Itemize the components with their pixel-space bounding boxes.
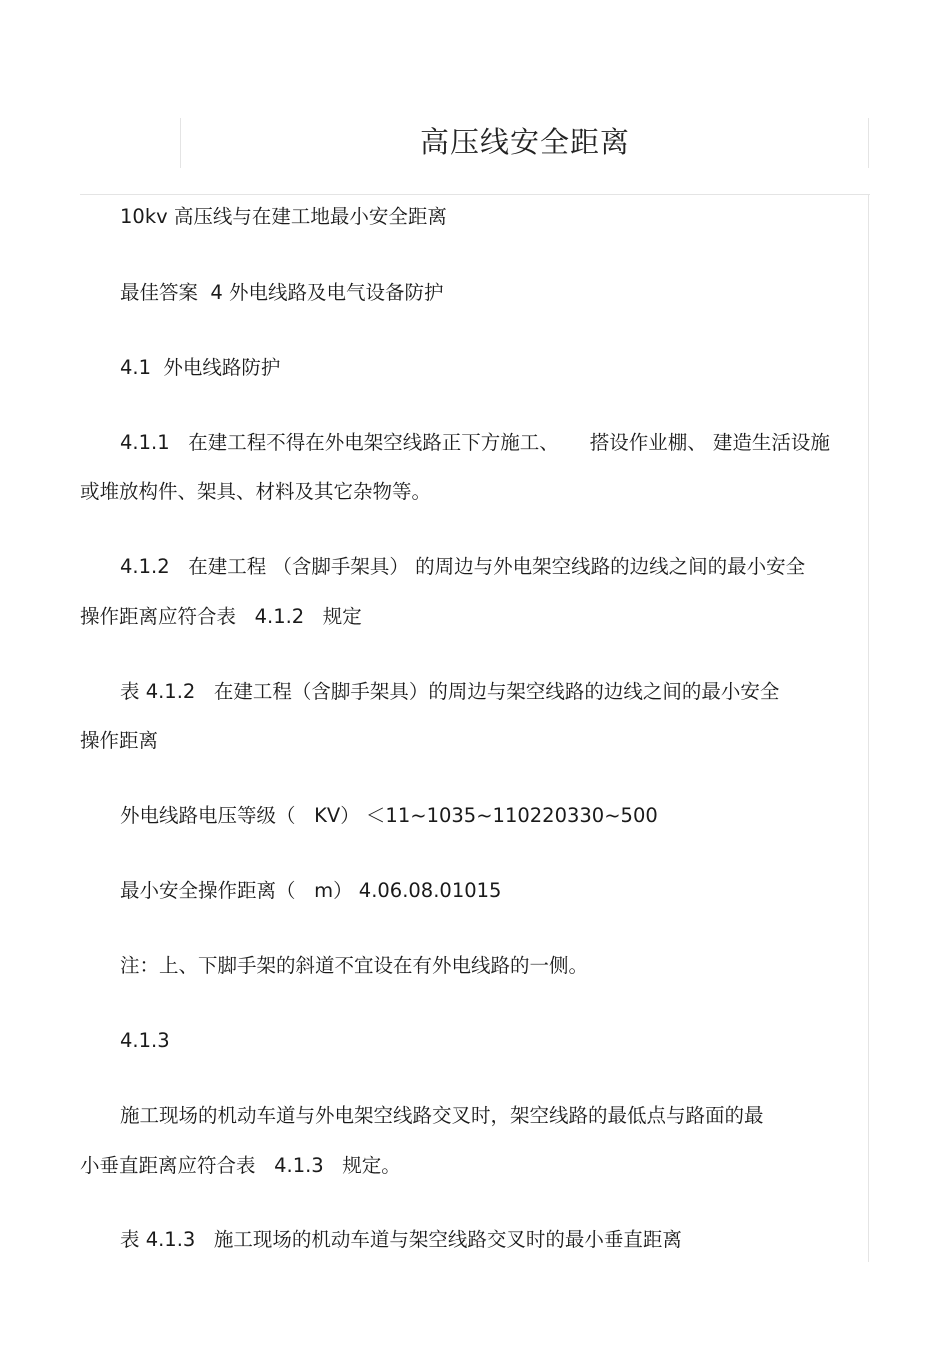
voltage-row: 外电线路电压等级（ KV） ＜11~1035~110220330~500 xyxy=(120,804,658,827)
table-4-1-3-caption: 表 4.1.3 施工现场的机动车道与架空线路交叉时的最小垂直距离 xyxy=(120,1228,682,1251)
clause-4-1-1-line-1: 4.1.1 在建工程不得在外电架空线路正下方施工、 搭设作业棚、 建造生活设施 xyxy=(120,431,830,454)
table-4-1-2-caption-line-1: 表 4.1.2 在建工程（含脚手架具）的周边与架空线路的边线之间的最小安全 xyxy=(120,680,780,703)
clause-4-1-1-line-2: 或堆放构件、架具、材料及其它杂物等。 xyxy=(80,480,432,503)
clause-4-1-3-line-2: 小垂直距离应符合表 4.1.3 规定。 xyxy=(80,1154,401,1177)
section-heading-4-1-3: 4.1.3 xyxy=(120,1029,170,1052)
body-right-rule xyxy=(868,194,869,1262)
clause-4-1-2-line-1: 4.1.2 在建工程 （含脚手架具） 的周边与外电架空线路的边线之间的最小安全 xyxy=(120,555,806,578)
clause-4-1-2-line-2: 操作距离应符合表 4.1.2 规定 xyxy=(80,605,362,628)
body-line-1: 10kv 高压线与在建工地最小安全距离 xyxy=(120,205,447,228)
header-divider xyxy=(80,194,870,195)
clause-4-1-3-line-1: 施工现场的机动车道与外电架空线路交叉时，架空线路的最低点与路面的最 xyxy=(120,1104,764,1127)
note-line: 注：上、下脚手架的斜道不宜设在有外电线路的一侧。 xyxy=(120,954,589,977)
section-heading-4-1: 4.1 外电线路防护 xyxy=(120,356,281,379)
distance-row: 最小安全操作距离（ m） 4.06.08.01015 xyxy=(120,879,502,902)
body-line-2: 最佳答案 4 外电线路及电气设备防护 xyxy=(120,281,444,304)
table-4-1-2-caption-line-2: 操作距离 xyxy=(80,729,159,752)
page-title: 高压线安全距离 xyxy=(419,125,630,159)
